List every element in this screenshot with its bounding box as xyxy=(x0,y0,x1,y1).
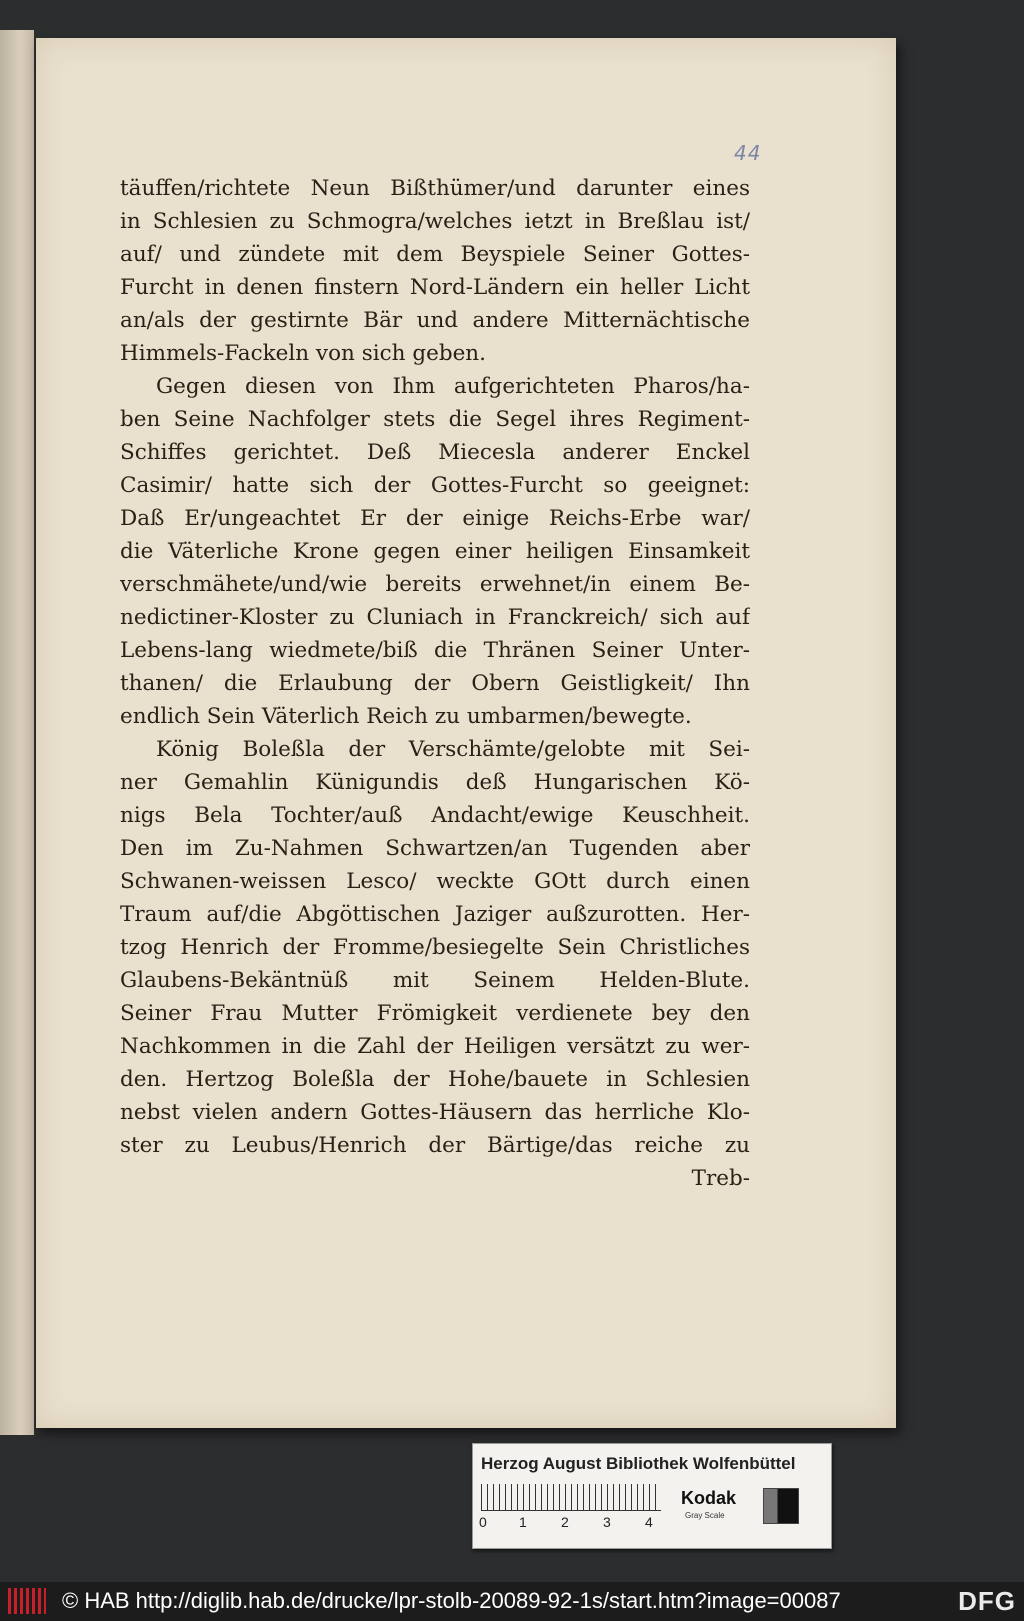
text-line: Schwanen-weissen Lesco/ weckte GOtt durch einen xyxy=(120,869,750,894)
text-line: ster zu Leubus/Henrich der Bärtige/das reiche zu xyxy=(120,1133,750,1158)
barcode-icon xyxy=(8,1588,46,1614)
text-line: endlich Sein Väterlich Reich zu umbarmen/bewegte. xyxy=(120,704,692,729)
library-name: Herzog August Bibliothek Wolfenbüttel xyxy=(481,1454,796,1473)
text-line: König Boleßla der Verschämte/gelobte mit Sei- xyxy=(156,737,750,762)
text-line: ner Gemahlin Künigundis deß Hungarischen Kö- xyxy=(120,770,750,795)
text-line: Traum auf/die Abgöttischen Jaziger außzurotten. Her- xyxy=(120,902,750,927)
dfg-logo: DFG xyxy=(958,1586,1016,1616)
ruler-label: 2 xyxy=(561,1514,569,1530)
text-line: Daß Er/ungeachtet Er der einige Reichs-Erbe war/ xyxy=(120,506,750,531)
text-line: Gegen diesen von Ihm aufgerichteten Pharos/ha- xyxy=(156,374,750,399)
text-line: Himmels-Fackeln von sich geben. xyxy=(120,341,486,366)
kodak-brand: Kodak xyxy=(681,1488,737,1508)
ruler-label: 4 xyxy=(645,1514,653,1530)
text-line: Seiner Frau Mutter Frömigkeit verdienete bey den xyxy=(120,1001,750,1026)
page-number: 44 xyxy=(734,141,762,165)
text-line: Casimir/ hatte sich der Gottes-Furcht so geeignet: xyxy=(120,473,750,498)
scale-ruler xyxy=(481,1484,661,1511)
text-line: Nachkommen in die Zahl der Heiligen versätzt zu wer- xyxy=(120,1034,750,1059)
kodak-sub: Gray Scale xyxy=(685,1511,725,1520)
footer-copyright-link[interactable]: © HAB http://diglib.hab.de/drucke/lpr-stolb-20089-92-1s/start.htm?image=00087 xyxy=(62,1588,841,1613)
text-line: Furcht in denen finstern Nord-Ländern ein heller Licht xyxy=(120,275,750,300)
text-line: tzog Henrich der Fromme/besiegelte Sein Christliches xyxy=(120,935,750,960)
footer-bar xyxy=(0,1582,1024,1621)
text-line: täuffen/richtete Neun Bißthümer/und darunter eines xyxy=(120,176,750,201)
text-line: in Schlesien zu Schmogra/welches ietzt in Breßlau ist/ xyxy=(120,209,750,234)
text-line: Glaubens-Bekäntnüß mit Seinem Helden-Blute. xyxy=(120,968,750,993)
ruler-label: 0 xyxy=(479,1514,487,1530)
text-line: auf/ und zündete mit dem Beyspiele Seiner Gottes- xyxy=(120,242,750,267)
text-line: Lebens-lang wiedmete/biß die Thränen Seiner Unter- xyxy=(120,638,750,663)
text-block xyxy=(120,172,750,1195)
library-color-card xyxy=(472,1443,832,1549)
text-line: ben Seine Nachfolger stets die Segel ihres Regiment- xyxy=(120,407,750,432)
text-line: nigs Bela Tochter/auß Andacht/ewige Keuschheit. xyxy=(120,803,750,828)
text-line: Treb- xyxy=(691,1166,750,1191)
text-line: den. Hertzog Boleßla der Hohe/bauete in Schlesien xyxy=(120,1067,750,1092)
text-line: Schiffes gerichtet. Deß Miecesla anderer Enckel xyxy=(120,440,750,465)
text-line: thanen/ die Erlaubung der Obern Geistligkeit/ Ihn xyxy=(120,671,750,696)
text-line: Den im Zu-Nahmen Schwartzen/an Tugenden aber xyxy=(120,836,750,861)
gray-scale-patch xyxy=(763,1488,799,1524)
text-line: verschmähete/und/wie bereits erwehnet/in einem Be- xyxy=(120,572,750,597)
text-line: die Väterliche Krone gegen einer heiligen Einsamkeit xyxy=(120,539,750,564)
ruler-label: 1 xyxy=(519,1514,527,1530)
text-line: nedictiner-Kloster zu Cluniach in Franckreich/ sich auf xyxy=(120,605,750,630)
ruler-label: 3 xyxy=(603,1514,611,1530)
adjacent-page-edge xyxy=(0,30,34,1435)
text-line: nebst vielen andern Gottes-Häusern das herrliche Klo- xyxy=(120,1100,750,1125)
text-line: an/als der gestirnte Bär und andere Mitternächtische xyxy=(120,308,750,333)
